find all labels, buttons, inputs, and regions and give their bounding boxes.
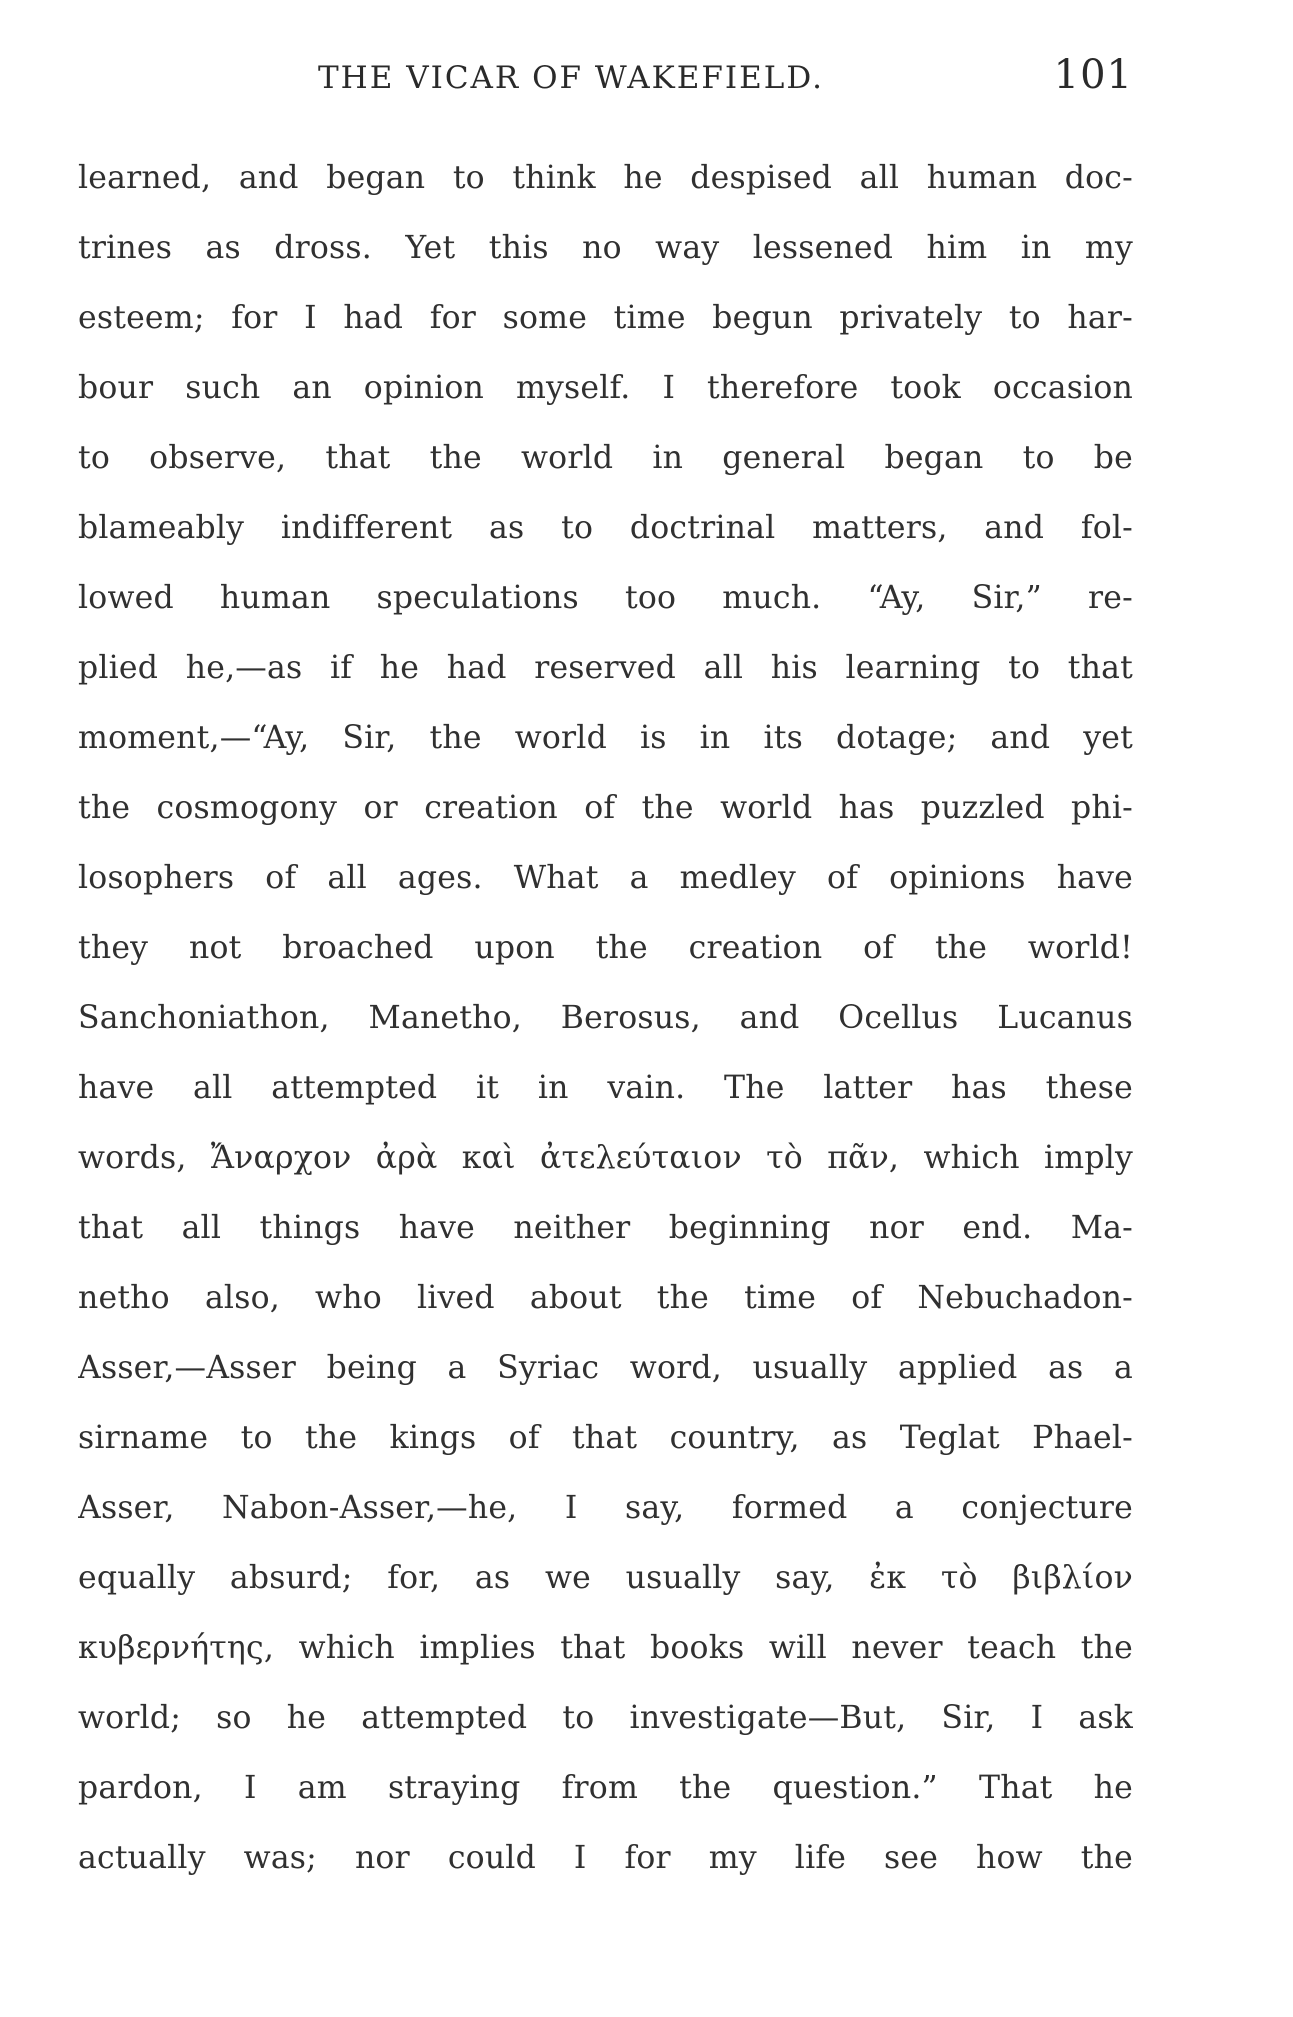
body-text [78,143,1133,1893]
page-number: 101 [1053,52,1133,98]
text-line: netho also, who lived about the time of Nebuchadon- [78,1280,1133,1316]
text-line: pardon, I am straying from the question.” That he [78,1770,1133,1806]
text-line: that all things have neither beginning nor end. Ma- [78,1210,1133,1246]
text-line: losophers of all ages. What a medley of opinions have [78,860,1133,896]
text-line: bour such an opinion myself. I therefore took occasion [78,370,1133,406]
running-head [78,52,1133,112]
text-line: trines as dross. Yet this no way lessened him in my [78,230,1133,266]
text-line: have all attempted it in vain. The latter has these [78,1070,1133,1106]
text-line: Sanchoniathon, Manetho, Berosus, and Ocellus Lucanus [78,1000,1133,1036]
text-line: to observe, that the world in general began to be [78,440,1133,476]
text-line: learned, and began to think he despised all human doc- [78,160,1133,196]
text-line: the cosmogony or creation of the world has puzzled phi- [78,790,1133,826]
text-line: Asser,—Asser being a Syriac word, usually applied as a [78,1350,1133,1386]
text-line: κυβερνήτης, which implies that books will never teach the [78,1630,1133,1666]
text-line: they not broached upon the creation of the world! [78,930,1133,966]
text-line: equally absurd; for, as we usually say, ἐκ τὸ βιβλίον [78,1560,1133,1596]
text-line: lowed human speculations too much. “Ay, Sir,” re- [78,580,1133,616]
text-line: esteem; for I had for some time begun privately to har- [78,300,1133,336]
text-line: moment,—“Ay, Sir, the world is in its dotage; and yet [78,720,1133,756]
text-line: plied he,—as if he had reserved all his learning to that [78,650,1133,686]
text-line: actually was; nor could I for my life see how the [78,1840,1133,1876]
text-line: sirname to the kings of that country, as Teglat Phael- [78,1420,1133,1456]
text-line: blameably indifferent as to doctrinal matters, and fol- [78,510,1133,546]
running-title: THE VICAR OF WAKEFIELD. [318,60,824,96]
text-line: words, Ἄναρχον ἀρὰ καὶ ἀτελεύταιον τὸ πᾶν, which imply [78,1140,1133,1176]
text-line: Asser, Nabon-Asser,—he, I say, formed a conjecture [78,1490,1133,1526]
text-line: world; so he attempted to investigate—But, Sir, I ask [78,1700,1133,1736]
